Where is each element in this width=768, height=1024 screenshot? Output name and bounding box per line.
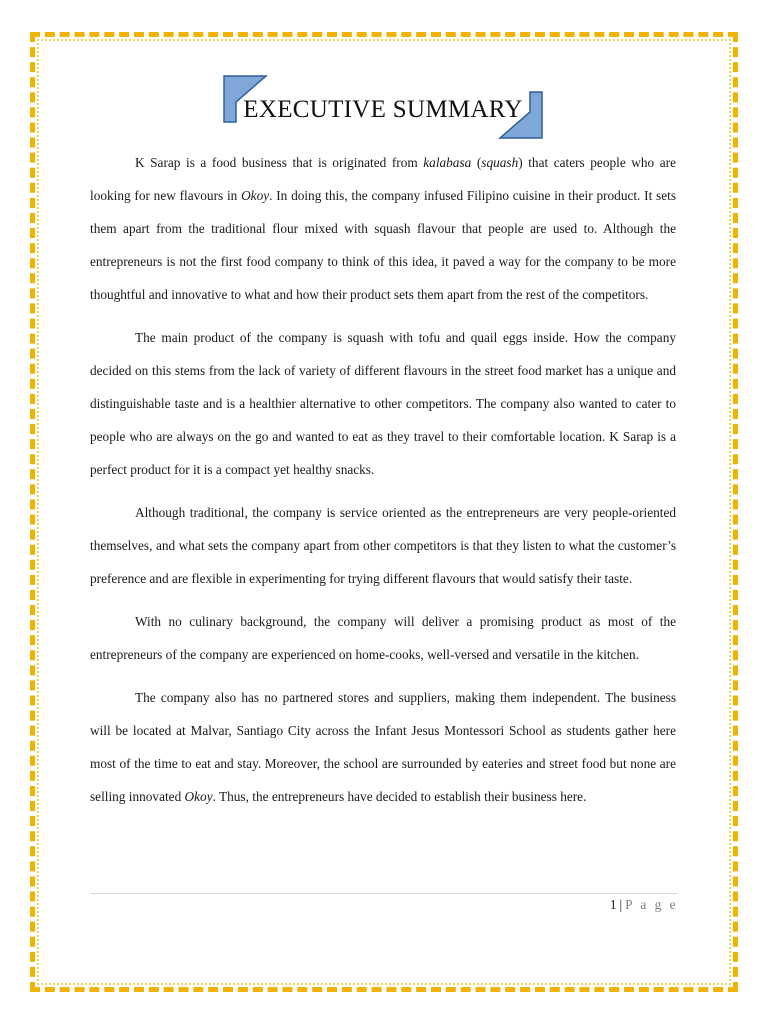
text-run: Although traditional, the company is service oriented as the entrepreneurs are very people-oriented themselves, and what sets the company apart from other competitors is that they listen to what the customer’s preference and are flexible in experimenting for trying different flavours that would satisfy their taste. <box>90 505 676 586</box>
page-footer <box>610 897 678 913</box>
italic-term: Okoy <box>184 789 213 804</box>
footer-separator: | <box>619 897 623 912</box>
body-paragraph <box>90 605 676 671</box>
italic-term: Okoy <box>241 188 270 203</box>
text-run: K Sarap is a food business that is originated from <box>135 155 424 170</box>
italic-term: squash <box>481 155 519 170</box>
italic-term: kalabasa <box>423 155 472 170</box>
page-number: 1 <box>609 897 617 912</box>
body-paragraph <box>90 146 676 311</box>
body-paragraph <box>90 321 676 486</box>
page-title: EXECUTIVE SUMMARY <box>243 96 523 123</box>
text-run: With no culinary background, the company will deliver a promising product as most of the entrepreneurs of the company are experienced on home-cooks, well-versed and versatile in the kitchen. <box>90 614 676 662</box>
text-run: . In doing this, the company infused Filipino cuisine in their product. It sets them apart from the traditional flour mixed with squash flavour that people are used to. Although the entrepreneurs is not the first food company to think of this idea, it paved a way for the company to be more thoughtful and innovative to what and how their product sets them apart from the rest of the competitors. <box>90 188 676 302</box>
title-block <box>222 74 544 140</box>
text-run: ) that caters people who are looking for new flavours in <box>90 155 676 203</box>
body-paragraph <box>90 496 676 595</box>
text-run: The main product of the company is squash with tofu and quail eggs inside. How the company decided on this stems from the lack of variety of different flavours in the street food market has a unique and distinguishable taste and is a healthier alternative to other competitors. The company also wanted to cater to people who are always on the go and wanted to eat as they travel to their comfortable location. K Sarap is a perfect product for it is a compact yet healthy snacks. <box>90 330 676 477</box>
text-run: ( <box>471 155 482 170</box>
body-paragraph <box>90 681 676 813</box>
footer-divider <box>90 893 678 894</box>
body-text <box>90 146 676 823</box>
text-run: The company also has no partnered stores and suppliers, making them independent. The business will be located at Malvar, Santiago City across the Infant Jesus Montessori School as students gather here most of the time to eat and stay. Moreover, the school are surrounded by eateries and street food but none are selling innovated <box>90 690 676 804</box>
text-run: . Thus, the entrepreneurs have decided to establish their business here. <box>212 789 587 804</box>
page-label: P a g e <box>625 897 678 912</box>
